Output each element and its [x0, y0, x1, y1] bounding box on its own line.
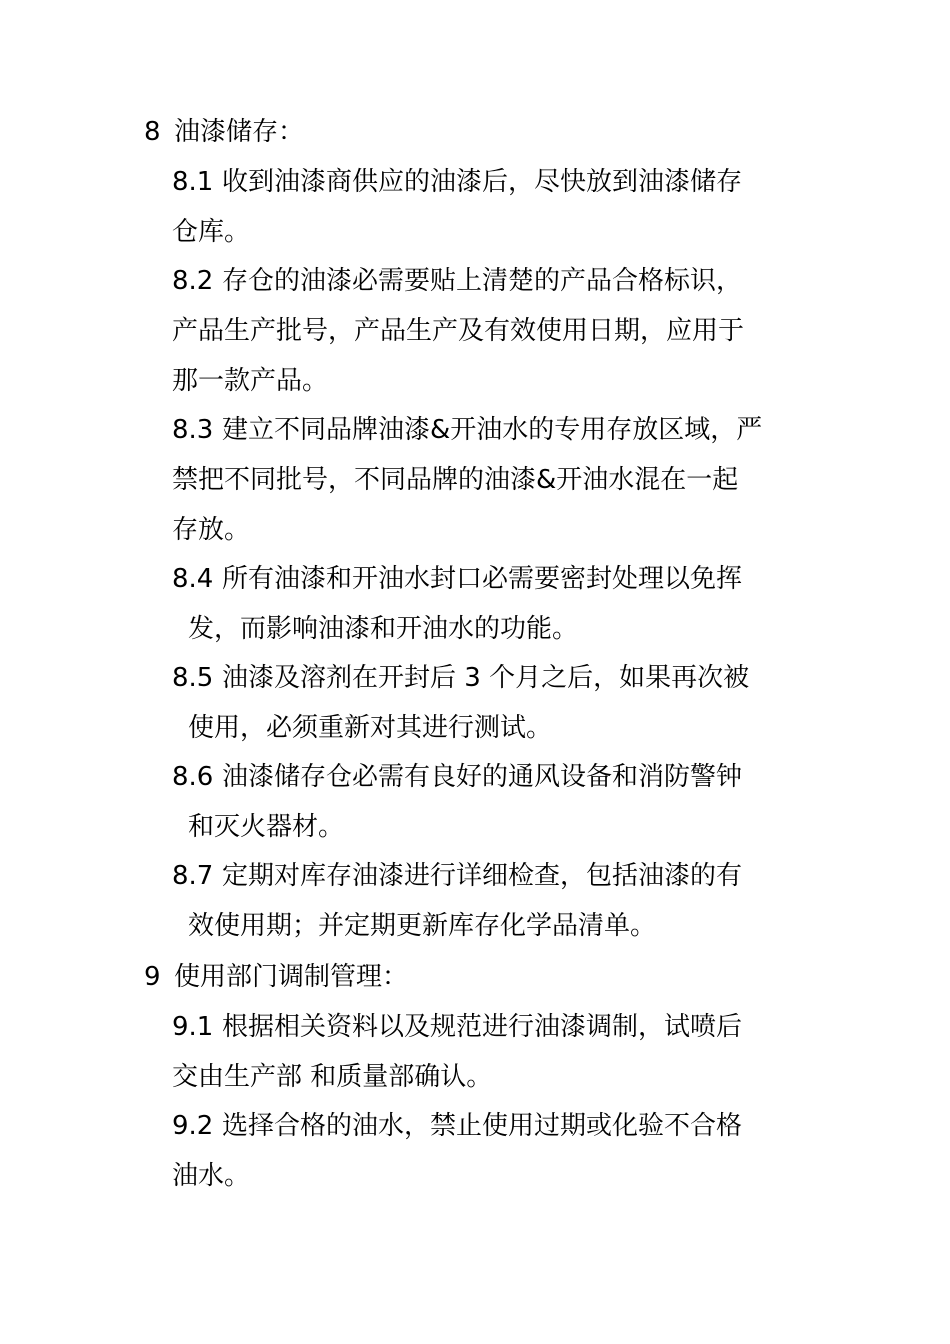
item-line: 建立不同品牌油漆&开油水的专用存放区域，严 [222, 415, 763, 445]
list-item-8-2 [172, 256, 812, 406]
list-item-8-7 [172, 851, 812, 951]
item-line: 产品生产批号，产品生产及有效使用日期，应用于 [172, 316, 745, 346]
item-number: 9.2 [172, 1111, 214, 1141]
item-line: 和灭火器材。 [188, 812, 345, 842]
item-number: 8.1 [172, 167, 214, 197]
item-number: 9.1 [172, 1012, 214, 1042]
item-line: 所有油漆和开油水封口必需要密封处理以免挥 [222, 564, 743, 594]
list-item-9-1 [172, 1002, 812, 1102]
item-line: 收到油漆商供应的油漆后，尽快放到油漆储存 [222, 167, 743, 197]
list-item-8-6 [172, 752, 812, 852]
item-line: 存仓的油漆必需要贴上清楚的产品合格标识， [222, 266, 743, 296]
section-number: 8 [144, 117, 161, 147]
item-line: 效使用期；并定期更新库存化学品清单。 [188, 911, 657, 941]
section-number: 9 [144, 962, 161, 992]
list-item-8-4 [172, 554, 812, 654]
item-line: 根据相关资料以及规范进行油漆调制，试喷后 [222, 1012, 743, 1042]
list-item-9-2 [172, 1101, 812, 1201]
item-line: 油漆及溶剂在开封后 3 个月之后，如果再次被 [222, 663, 750, 693]
item-line: 禁把不同批号，不同品牌的油漆&开油水混在一起 [172, 465, 739, 495]
item-line: 那一款产品。 [172, 366, 329, 396]
item-line: 定期对库存油漆进行详细检查，包括油漆的有 [222, 861, 743, 891]
item-number: 8.6 [172, 762, 214, 792]
item-line: 仓库。 [172, 217, 251, 247]
item-line: 存放。 [172, 515, 251, 545]
section-8-heading [144, 117, 304, 147]
list-item-8-3 [172, 405, 812, 555]
item-number: 8.7 [172, 861, 214, 891]
list-item-8-5 [172, 653, 812, 753]
item-number: 8.2 [172, 266, 214, 296]
item-number: 8.4 [172, 564, 214, 594]
item-line: 交由生产部 和质量部确认。 [172, 1062, 493, 1092]
item-number: 8.5 [172, 663, 214, 693]
item-line: 油漆储存仓必需有良好的通风设备和消防警钟 [222, 762, 743, 792]
list-item-8-1 [172, 157, 812, 257]
section-title: 使用部门调制管理： [174, 962, 409, 992]
item-line: 使用，必须重新对其进行测试。 [188, 713, 553, 743]
item-number: 8.3 [172, 415, 214, 445]
item-line: 发，而影响油漆和开油水的功能。 [188, 614, 579, 644]
item-line: 油水。 [172, 1161, 251, 1191]
section-9-heading [144, 962, 408, 992]
section-title: 油漆储存： [174, 117, 305, 147]
item-line: 选择合格的油水，禁止使用过期或化验不合格 [222, 1111, 743, 1141]
